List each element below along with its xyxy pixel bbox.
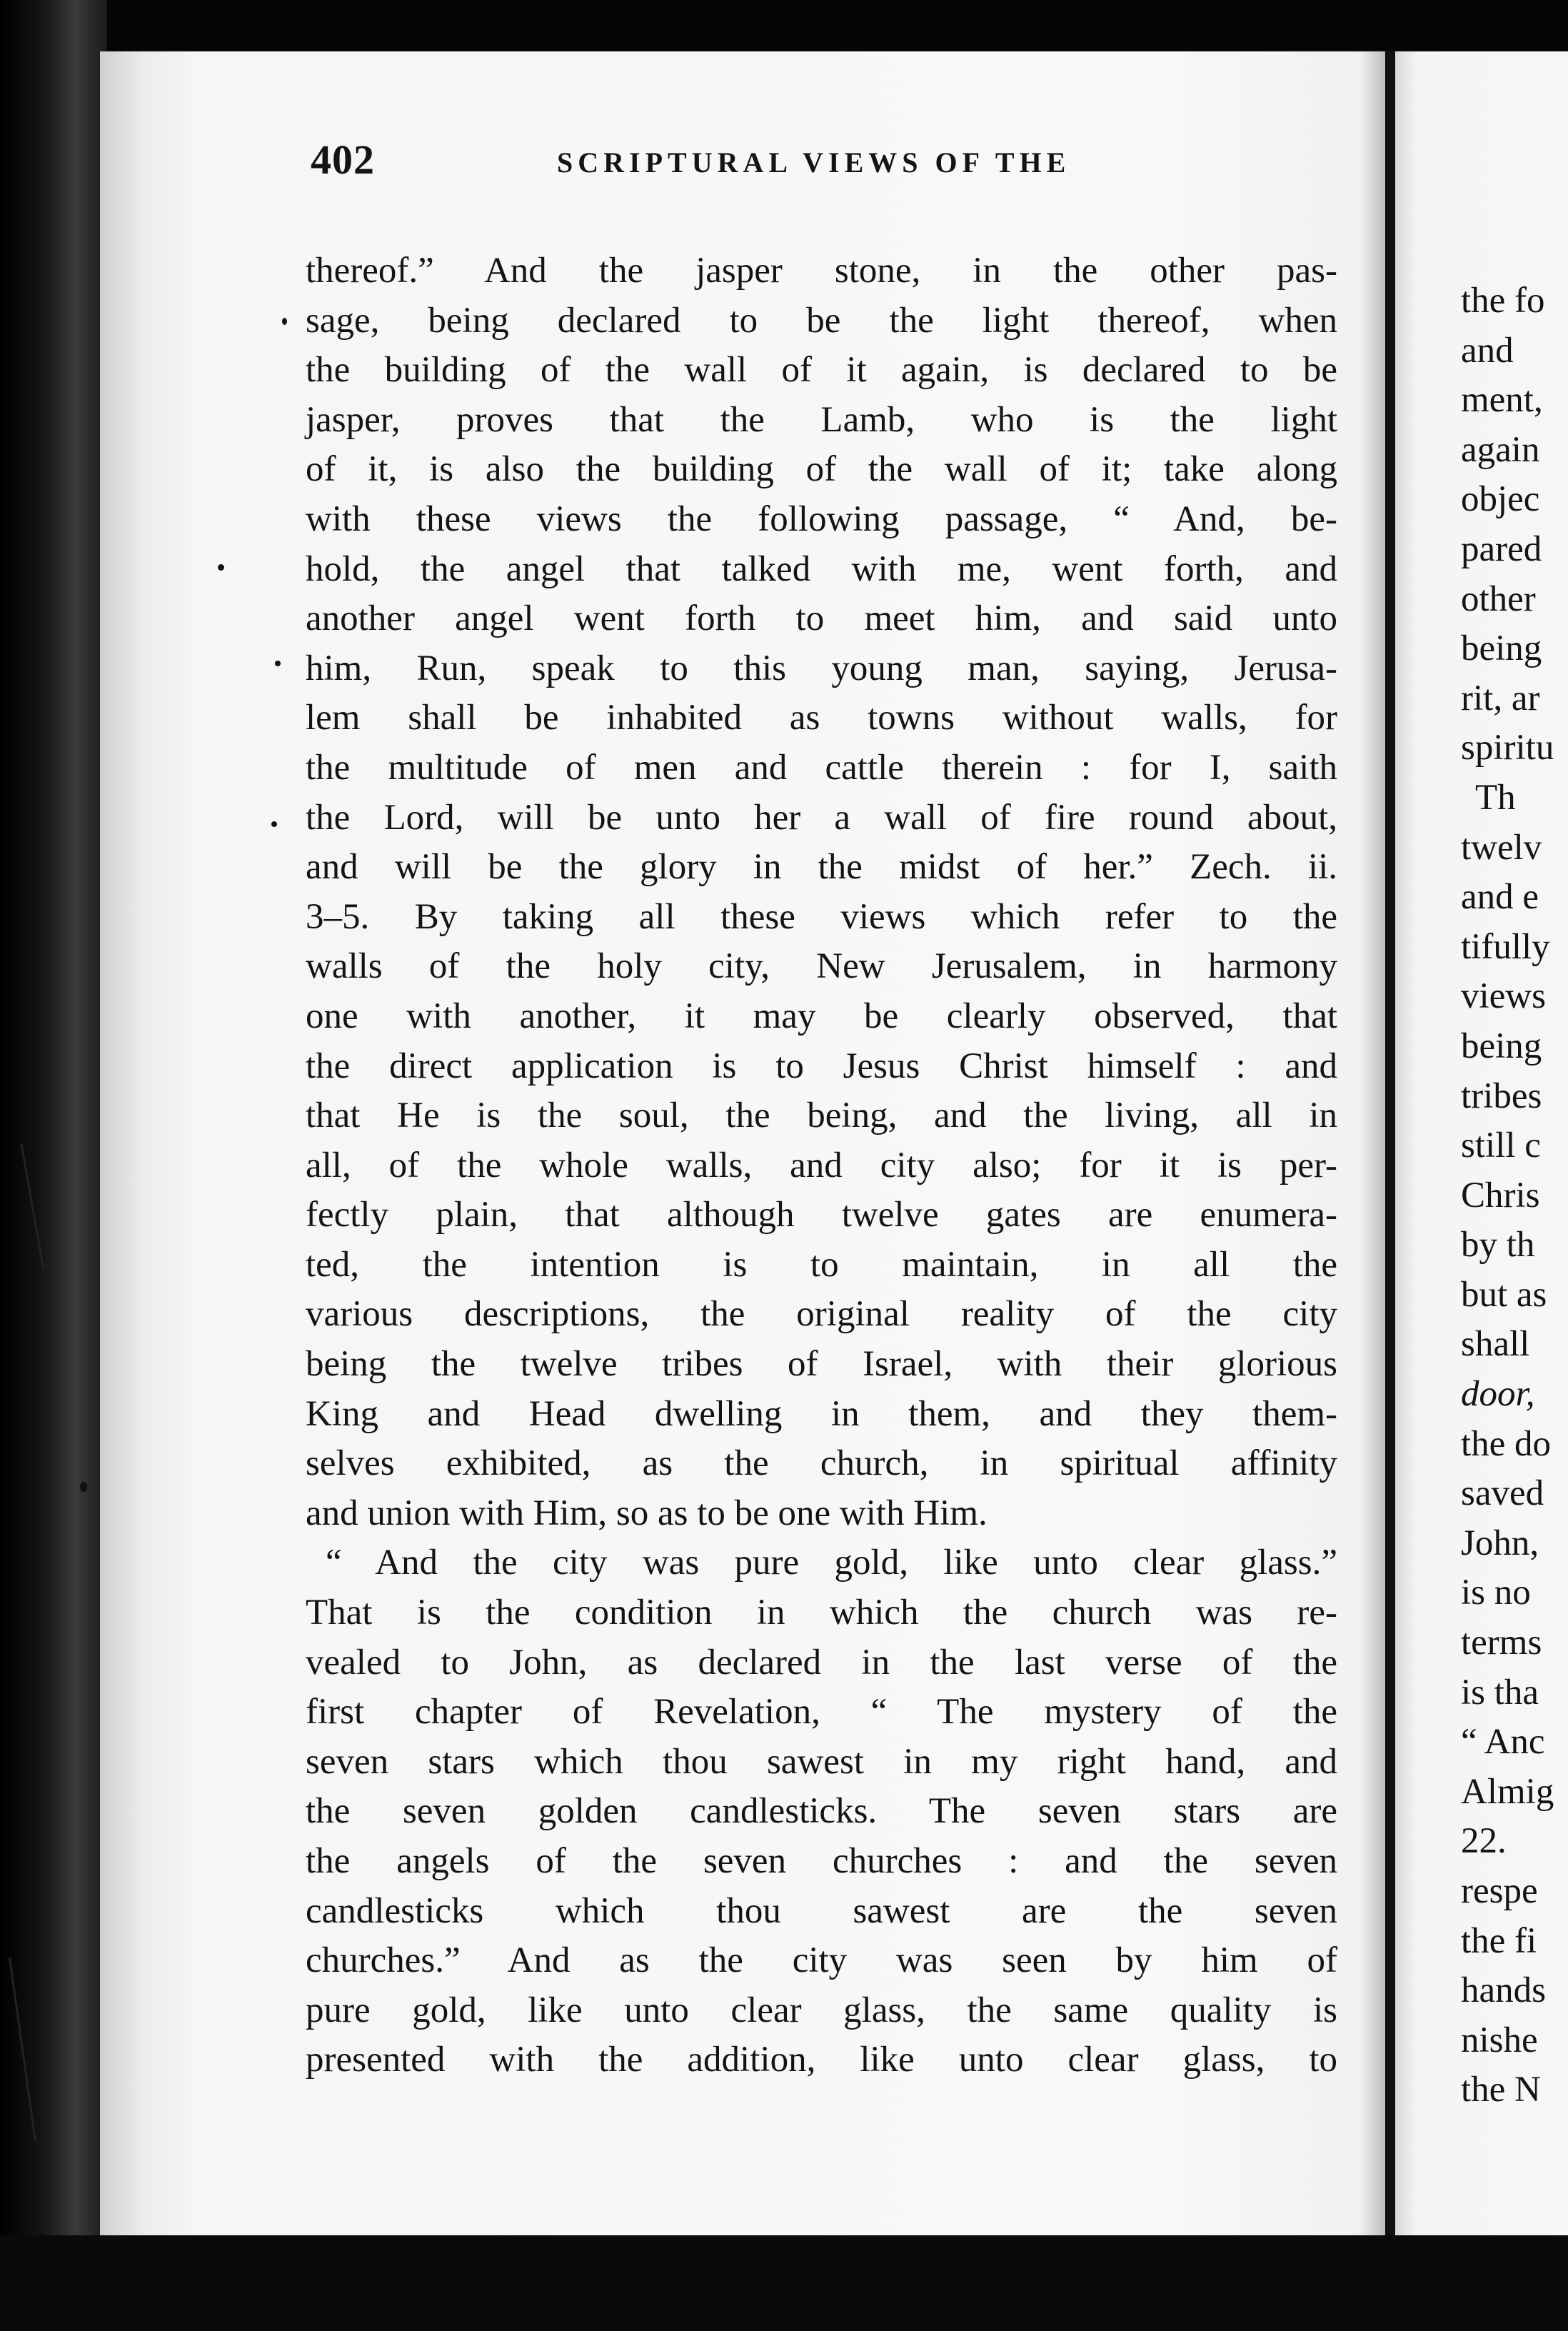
right-text-line: Almig xyxy=(1461,1771,1554,1812)
right-text-line: the fo xyxy=(1461,281,1545,321)
text-line: first chapter of Revelation, “ The mystery of the xyxy=(306,1692,1337,1733)
right-text-line: being xyxy=(1461,1026,1542,1066)
text-line: seven stars which thou sawest in my right hand, and xyxy=(306,1741,1337,1782)
text-line: presented with the addition, like unto clear glass, to xyxy=(306,2040,1337,2080)
right-text-line: is no xyxy=(1461,1573,1531,1613)
text-line: lem shall be inhabited as towns without walls, for xyxy=(306,698,1337,738)
scan-speck xyxy=(218,564,224,571)
text-line: and union with Him, so as to be one with Him. xyxy=(306,1493,987,1533)
text-line: 3–5. By taking all these views which refer to the xyxy=(306,896,1337,937)
text-line: candlesticks which thou sawest are the seven xyxy=(306,1890,1337,1931)
right-text-line: 22. xyxy=(1461,1821,1507,1862)
right-text-line: the N xyxy=(1461,2070,1541,2110)
right-text-line: ment, xyxy=(1461,380,1543,421)
gutter-shadow xyxy=(1360,51,1389,2237)
text-line: “ And the city was pure gold, like unto clear glass.” xyxy=(326,1543,1337,1583)
right-text-line: pared xyxy=(1461,528,1542,569)
text-line: various descriptions, the original reality of the city xyxy=(306,1294,1337,1335)
right-page-text-fragment xyxy=(1461,276,1568,2115)
right-text-line: spiritu xyxy=(1461,728,1554,768)
text-line: being the twelve tribes of Israel, with their glorious xyxy=(306,1344,1337,1385)
right-text-line: tifully xyxy=(1461,926,1550,967)
text-line: sage, being declared to be the light thereof, when xyxy=(306,300,1337,341)
right-text-line: the fi xyxy=(1461,1920,1537,1961)
right-text-line: being xyxy=(1461,628,1542,669)
right-text-line: and e xyxy=(1461,877,1539,918)
right-text-line: other xyxy=(1461,578,1536,619)
text-line: another angel went forth to meet him, and said unto xyxy=(306,598,1337,639)
right-text-line: tribes xyxy=(1461,1076,1542,1116)
text-line: churches.” And as the city was seen by him of xyxy=(306,1940,1337,1981)
text-line: vealed to John, as declared in the last verse of the xyxy=(306,1642,1337,1683)
text-line: the Lord, will be unto her a wall of fire round about, xyxy=(306,797,1337,838)
right-text-line: door, xyxy=(1461,1374,1535,1415)
right-text-line: rit, ar xyxy=(1461,678,1540,718)
text-line: him, Run, speak to this young man, saying, Jerusa- xyxy=(306,648,1337,688)
right-text-line: objec xyxy=(1461,479,1540,520)
text-line: King and Head dwelling in them, and they them- xyxy=(306,1393,1337,1434)
text-line: jasper, proves that the Lamb, who is the light xyxy=(306,399,1337,440)
text-line: walls of the holy city, New Jerusalem, in harmony xyxy=(306,946,1337,987)
text-line: the building of the wall of it again, is declared to be xyxy=(306,350,1337,391)
text-line: and will be the glory in the midst of her.” Zech. ii. xyxy=(306,847,1337,888)
main-text-column xyxy=(306,246,1337,2085)
text-line: pure gold, like unto clear glass, the same quality is xyxy=(306,1990,1337,2030)
right-text-line: John, xyxy=(1461,1523,1539,1563)
right-text-line: again xyxy=(1461,429,1540,470)
scan-border-left xyxy=(0,0,107,2331)
right-text-line: nishe xyxy=(1461,2020,1538,2060)
right-text-line: the do xyxy=(1461,1423,1552,1464)
scan-speck xyxy=(275,661,281,666)
running-title: SCRIPTURAL VIEWS OF THE xyxy=(557,146,1071,179)
right-text-line: by th xyxy=(1461,1225,1535,1265)
right-text-line: hands xyxy=(1461,1970,1546,2011)
text-line: all, of the whole walls, and city also; for it is per- xyxy=(306,1145,1337,1185)
text-line: that He is the soul, the being, and the living, all in xyxy=(306,1096,1337,1136)
right-text-line: terms xyxy=(1461,1623,1542,1663)
right-text-line: respe xyxy=(1461,1871,1538,1911)
right-text-line: saved xyxy=(1461,1473,1544,1514)
scan-speck xyxy=(271,821,277,827)
text-line: ted, the intention is to maintain, in all the xyxy=(306,1244,1337,1285)
text-line: hold, the angel that talked with me, went forth, and xyxy=(306,548,1337,589)
text-line: the direct application is to Jesus Christ himself : and xyxy=(306,1046,1337,1086)
right-text-line: twelv xyxy=(1461,827,1542,868)
scan-border-top xyxy=(0,0,1568,50)
scan-border-bottom xyxy=(0,2235,1568,2331)
text-line: selves exhibited, as the church, in spiritual affinity xyxy=(306,1443,1337,1484)
right-text-line: Chris xyxy=(1461,1175,1540,1215)
right-text-line: and xyxy=(1461,330,1514,371)
scan-speck xyxy=(282,318,287,325)
page-header xyxy=(311,136,1346,200)
right-text-line: “ Anc xyxy=(1461,1722,1545,1763)
text-line: thereof.” And the jasper stone, in the other pas- xyxy=(306,251,1337,291)
right-text-line: Th xyxy=(1475,777,1516,818)
book-spine xyxy=(1387,51,1395,2237)
right-text-line: views xyxy=(1461,976,1546,1017)
text-line: the seven golden candlesticks. The seven stars are xyxy=(306,1791,1337,1832)
text-line: one with another, it may be clearly observed, that xyxy=(306,996,1337,1036)
right-text-line: still c xyxy=(1461,1126,1541,1166)
right-text-line: but as xyxy=(1461,1274,1547,1315)
text-line: the angels of the seven churches : and the seven xyxy=(306,1841,1337,1881)
text-line: with these views the following passage, “ And, be- xyxy=(306,498,1337,539)
text-line: of it, is also the building of the wall of it; take along xyxy=(306,449,1337,490)
text-line: the multitude of men and cattle therein : for I, saith xyxy=(306,747,1337,788)
right-text-line: is tha xyxy=(1461,1672,1539,1713)
page-number: 402 xyxy=(311,136,375,183)
scan-speck xyxy=(80,1482,87,1492)
text-line: fectly plain, that although twelve gates are enumera- xyxy=(306,1195,1337,1235)
text-line: That is the condition in which the church was re- xyxy=(306,1593,1337,1633)
right-text-line: shall xyxy=(1461,1324,1530,1365)
